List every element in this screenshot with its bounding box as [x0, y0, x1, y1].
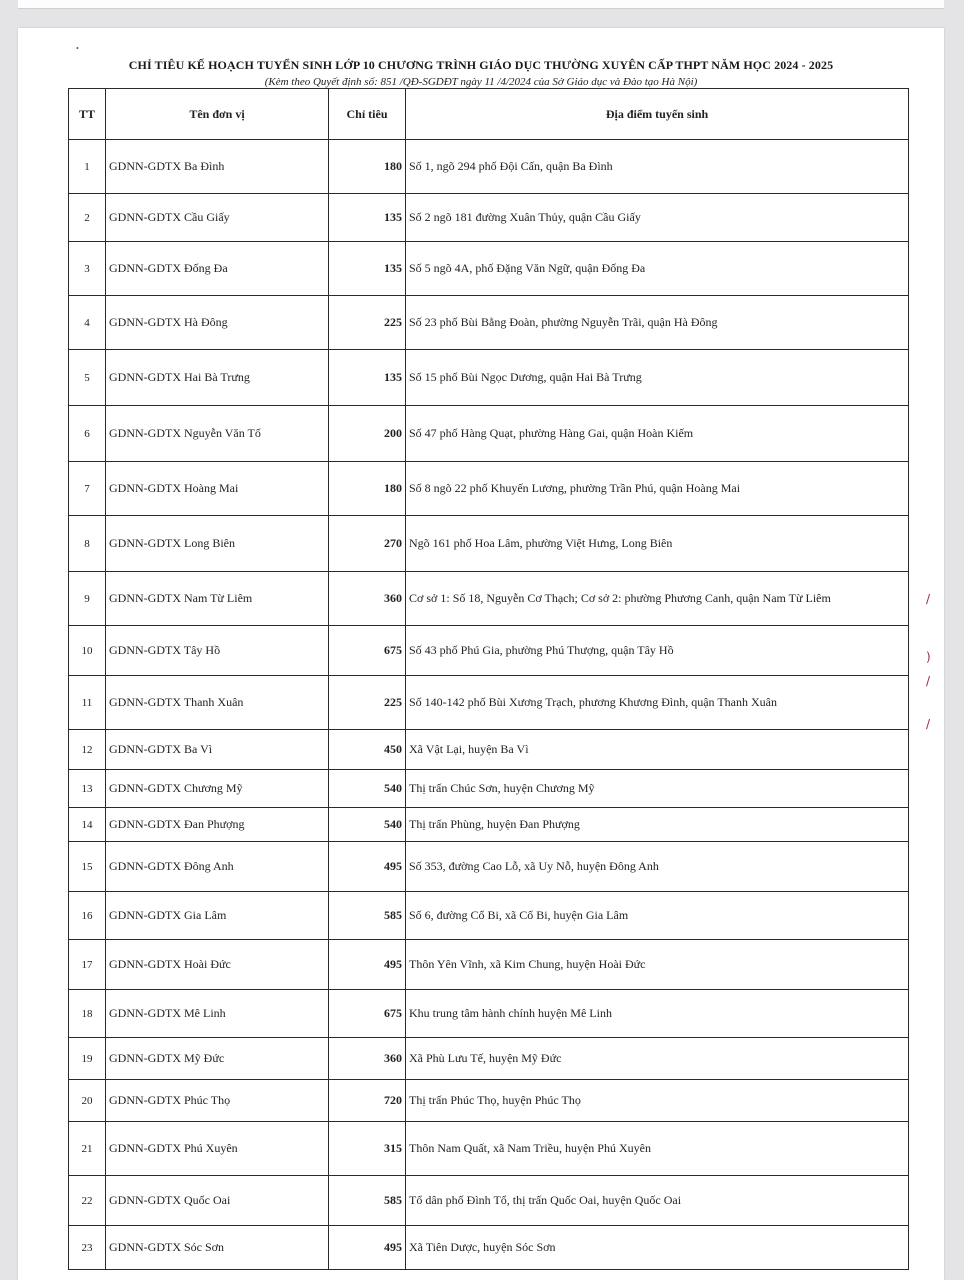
unit-name-cell: GDNN-GDTX Hai Bà Trưng — [106, 350, 329, 406]
table-row — [69, 1176, 909, 1226]
quota-cell: 135 — [329, 194, 406, 242]
location-cell: Thôn Nam Quất, xã Nam Triều, huyện Phú Xuyên — [406, 1122, 909, 1176]
table-row — [69, 730, 909, 770]
location-cell: Xã Phù Lưu Tế, huyện Mỹ Đức — [406, 1038, 909, 1080]
page-margin-marks: / ) / / — [926, 592, 931, 731]
location-cell: Xã Vật Lại, huyện Ba Vì — [406, 730, 909, 770]
previous-page-edge — [18, 0, 944, 9]
table-row — [69, 1080, 909, 1122]
location-cell: Số 43 phố Phú Gia, phường Phú Thượng, quận Tây Hồ — [406, 626, 909, 676]
unit-name-cell: GDNN-GDTX Mỹ Đức — [106, 1038, 329, 1080]
header-tt: TT — [69, 89, 106, 140]
quota-cell: 720 — [329, 1080, 406, 1122]
unit-name-cell: GDNN-GDTX Phúc Thọ — [106, 1080, 329, 1122]
table-row — [69, 194, 909, 242]
quota-cell: 675 — [329, 626, 406, 676]
row-number: 23 — [69, 1226, 106, 1270]
unit-name-cell: GDNN-GDTX Long Biên — [106, 516, 329, 572]
quota-cell: 495 — [329, 1226, 406, 1270]
unit-name-cell: GDNN-GDTX Chương Mỹ — [106, 770, 329, 808]
quota-cell: 585 — [329, 1176, 406, 1226]
unit-name-cell: GDNN-GDTX Mê Linh — [106, 990, 329, 1038]
quota-cell: 135 — [329, 242, 406, 296]
location-cell: Số 15 phố Bùi Ngọc Dương, quận Hai Bà Trưng — [406, 350, 909, 406]
table-row — [69, 242, 909, 296]
quota-cell: 360 — [329, 572, 406, 626]
row-number: 16 — [69, 892, 106, 940]
quota-cell: 675 — [329, 990, 406, 1038]
table-row — [69, 990, 909, 1038]
table-row — [69, 842, 909, 892]
location-cell: Số 140-142 phố Bùi Xương Trạch, phương Khương Đình, quận Thanh Xuân — [406, 676, 909, 730]
enrollment-table — [68, 88, 909, 1270]
table-body — [69, 140, 909, 1270]
quota-cell: 180 — [329, 462, 406, 516]
table-row — [69, 940, 909, 990]
quota-cell: 225 — [329, 296, 406, 350]
unit-name-cell: GDNN-GDTX Nguyễn Văn Tố — [106, 406, 329, 462]
table-row — [69, 808, 909, 842]
location-cell: Số 353, đường Cao Lỗ, xã Uy Nỗ, huyện Đông Anh — [406, 842, 909, 892]
quota-cell: 225 — [329, 676, 406, 730]
table-row — [69, 140, 909, 194]
row-number: 6 — [69, 406, 106, 462]
table-row — [69, 516, 909, 572]
location-cell: Số 47 phố Hàng Quạt, phường Hàng Gai, quận Hoàn Kiếm — [406, 406, 909, 462]
quota-cell: 135 — [329, 350, 406, 406]
document-page — [18, 28, 944, 1280]
location-cell: Thị trấn Phúc Thọ, huyện Phúc Thọ — [406, 1080, 909, 1122]
row-number: 4 — [69, 296, 106, 350]
table-row — [69, 770, 909, 808]
table-row — [69, 406, 909, 462]
row-number: 12 — [69, 730, 106, 770]
unit-name-cell: GDNN-GDTX Thanh Xuân — [106, 676, 329, 730]
row-number: 14 — [69, 808, 106, 842]
table-row — [69, 296, 909, 350]
quota-cell: 450 — [329, 730, 406, 770]
header-location: Địa điểm tuyển sinh — [406, 89, 909, 140]
location-cell: Thị trấn Chúc Sơn, huyện Chương Mỹ — [406, 770, 909, 808]
unit-name-cell: GDNN-GDTX Nam Từ Liêm — [106, 572, 329, 626]
quota-cell: 360 — [329, 1038, 406, 1080]
unit-name-cell: GDNN-GDTX Sóc Sơn — [106, 1226, 329, 1270]
unit-name-cell: GDNN-GDTX Đan Phượng — [106, 808, 329, 842]
quota-cell: 495 — [329, 940, 406, 990]
row-number: 1 — [69, 140, 106, 194]
quota-cell: 200 — [329, 406, 406, 462]
unit-name-cell: GDNN-GDTX Hà Đông — [106, 296, 329, 350]
table-row — [69, 626, 909, 676]
document-title: CHỈ TIÊU KẾ HOẠCH TUYỂN SINH LỚP 10 CHƯƠNG TRÌNH GIÁO DỤC THƯỜNG XUYÊN CẤP THPT NĂM HỌC 2024 - 2025 — [128, 58, 834, 72]
table-row — [69, 462, 909, 516]
row-number: 21 — [69, 1122, 106, 1176]
scan-speck: • — [76, 44, 79, 53]
quota-cell: 585 — [329, 892, 406, 940]
quota-cell: 270 — [329, 516, 406, 572]
unit-name-cell: GDNN-GDTX Phú Xuyên — [106, 1122, 329, 1176]
quota-cell: 540 — [329, 808, 406, 842]
location-cell: Số 2 ngõ 181 đường Xuân Thủy, quận Cầu Giấy — [406, 194, 909, 242]
row-number: 17 — [69, 940, 106, 990]
document-subtitle: (Kèm theo Quyết định số: 851 /QĐ-SGDĐT ngày 11 /4/2024 của Sở Giáo dục và Đào tạo Hà Nội) — [264, 76, 698, 88]
row-number: 22 — [69, 1176, 106, 1226]
unit-name-cell: GDNN-GDTX Tây Hồ — [106, 626, 329, 676]
location-cell: Số 5 ngõ 4A, phố Đặng Văn Ngữ, quận Đống Đa — [406, 242, 909, 296]
unit-name-cell: GDNN-GDTX Hoài Đức — [106, 940, 329, 990]
row-number: 15 — [69, 842, 106, 892]
unit-name-cell: GDNN-GDTX Gia Lâm — [106, 892, 329, 940]
location-cell: Khu trung tâm hành chính huyện Mê Linh — [406, 990, 909, 1038]
row-number: 13 — [69, 770, 106, 808]
quota-cell: 180 — [329, 140, 406, 194]
unit-name-cell: GDNN-GDTX Ba Vì — [106, 730, 329, 770]
row-number: 3 — [69, 242, 106, 296]
location-cell: Số 23 phố Bùi Bằng Đoàn, phường Nguyễn Trãi, quận Hà Đông — [406, 296, 909, 350]
table-row — [69, 892, 909, 940]
table-row — [69, 572, 909, 626]
row-number: 5 — [69, 350, 106, 406]
location-cell: Số 6, đường Cổ Bi, xã Cổ Bi, huyện Gia Lâm — [406, 892, 909, 940]
location-cell: Tổ dân phố Đình Tổ, thị trấn Quốc Oai, huyện Quốc Oai — [406, 1176, 909, 1226]
row-number: 20 — [69, 1080, 106, 1122]
quota-cell: 315 — [329, 1122, 406, 1176]
table-row — [69, 676, 909, 730]
location-cell: Số 8 ngõ 22 phố Khuyến Lương, phường Trần Phú, quận Hoàng Mai — [406, 462, 909, 516]
location-cell: Thôn Yên Vĩnh, xã Kim Chung, huyện Hoài Đức — [406, 940, 909, 990]
row-number: 9 — [69, 572, 106, 626]
row-number: 2 — [69, 194, 106, 242]
unit-name-cell: GDNN-GDTX Ba Đình — [106, 140, 329, 194]
unit-name-cell: GDNN-GDTX Đông Anh — [106, 842, 329, 892]
unit-name-cell: GDNN-GDTX Quốc Oai — [106, 1176, 329, 1226]
unit-name-cell: GDNN-GDTX Cầu Giấy — [106, 194, 329, 242]
table-row — [69, 350, 909, 406]
row-number: 8 — [69, 516, 106, 572]
table-row — [69, 1038, 909, 1080]
row-number: 19 — [69, 1038, 106, 1080]
quota-cell: 540 — [329, 770, 406, 808]
unit-name-cell: GDNN-GDTX Đống Đa — [106, 242, 329, 296]
row-number: 10 — [69, 626, 106, 676]
header-unit-name: Tên đơn vị — [106, 89, 329, 140]
location-cell: Ngõ 161 phố Hoa Lâm, phường Việt Hưng, Long Biên — [406, 516, 909, 572]
table-header-row — [69, 89, 909, 140]
quota-cell: 495 — [329, 842, 406, 892]
row-number: 18 — [69, 990, 106, 1038]
location-cell: Số 1, ngõ 294 phố Đội Cấn, quận Ba Đình — [406, 140, 909, 194]
row-number: 7 — [69, 462, 106, 516]
unit-name-cell: GDNN-GDTX Hoàng Mai — [106, 462, 329, 516]
header-quota: Chỉ tiêu — [329, 89, 406, 140]
location-cell: Thị trấn Phùng, huyện Đan Phượng — [406, 808, 909, 842]
table-row — [69, 1122, 909, 1176]
location-cell: Cơ sở 1: Số 18, Nguyễn Cơ Thạch; Cơ sở 2: phường Phương Canh, quận Nam Từ Liêm — [406, 572, 909, 626]
table-row — [69, 1226, 909, 1270]
location-cell: Xã Tiên Dược, huyện Sóc Sơn — [406, 1226, 909, 1270]
row-number: 11 — [69, 676, 106, 730]
